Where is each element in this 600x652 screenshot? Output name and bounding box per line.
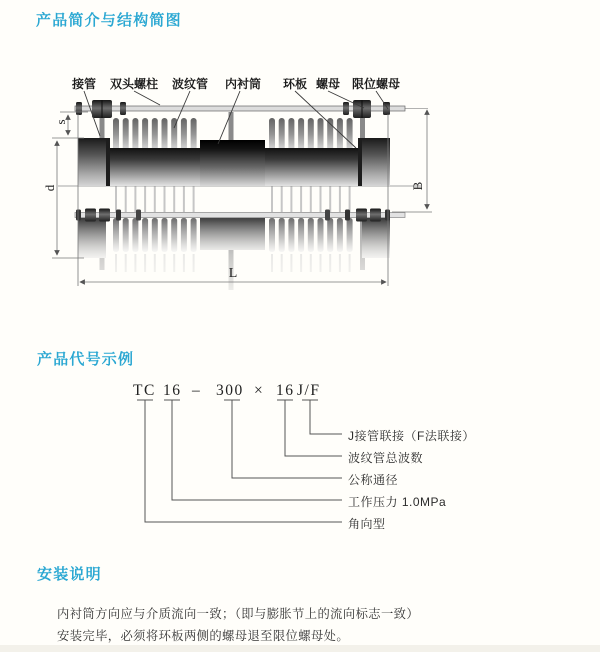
dim-d: d — [42, 184, 57, 192]
page-bottom-edge — [0, 645, 600, 652]
section-title-install: 安装说明 — [37, 566, 102, 583]
callout-wave-count: 波纹管总波数 — [348, 451, 424, 465]
inner-liner-band — [200, 140, 265, 186]
install-note-2: 安装完毕，必须将环板两侧的螺母退至限位螺母处。 — [57, 629, 350, 643]
ring-plate-left — [106, 138, 110, 186]
callout-connection: J接管联接（F法联接） — [348, 429, 475, 443]
dim-B: B — [410, 181, 425, 191]
part-labels — [71, 76, 400, 91]
dim-L: L — [228, 266, 238, 281]
code-seg-waves: 16 — [276, 382, 295, 399]
code-seg-connection: J/F — [297, 382, 321, 399]
label-limit-nut: 限位螺母 — [351, 77, 401, 91]
bellows-reflection-lines — [116, 186, 350, 212]
callout-working-pressure: 工作压力 1.0MPa — [348, 495, 447, 509]
callout-nominal-diameter: 公称通径 — [348, 473, 399, 487]
limit-nut — [383, 102, 390, 115]
label-nut: 螺母 — [315, 77, 341, 91]
end-pipe-right — [362, 138, 390, 186]
code-seg-dash: – — [192, 382, 202, 399]
joint-upper-half — [75, 100, 428, 186]
label-ring-plate: 环板 — [282, 77, 308, 91]
code-seg-diameter: 300 — [216, 382, 244, 399]
structure-diagram — [40, 62, 490, 307]
label-inner-liner: 内衬筒 — [224, 77, 262, 91]
dim-s: s — [53, 119, 68, 125]
code-seg-pressure: 16 — [163, 382, 182, 399]
install-note-1: 内衬筒方向应与介质流向一致；（即与膨胀节上的流向标志一致） — [57, 607, 420, 621]
label-bellows: 波纹管 — [171, 77, 209, 91]
section-title-intro: 产品简介与结构简图 — [36, 12, 182, 29]
code-seg-type: TC — [133, 382, 156, 399]
joint-lower-half — [70, 186, 415, 298]
label-connecting-pipe: 接管 — [71, 77, 97, 91]
ring-plate-right — [358, 138, 362, 186]
section-title-code: 产品代号示例 — [37, 351, 135, 368]
code-seg-times: × — [254, 382, 265, 399]
end-pipe-left — [78, 138, 106, 186]
callout-angular-type: 角向型 — [348, 517, 386, 531]
label-stud-bolt: 双头螺柱 — [109, 77, 159, 91]
tie-rod-upper — [75, 100, 428, 118]
